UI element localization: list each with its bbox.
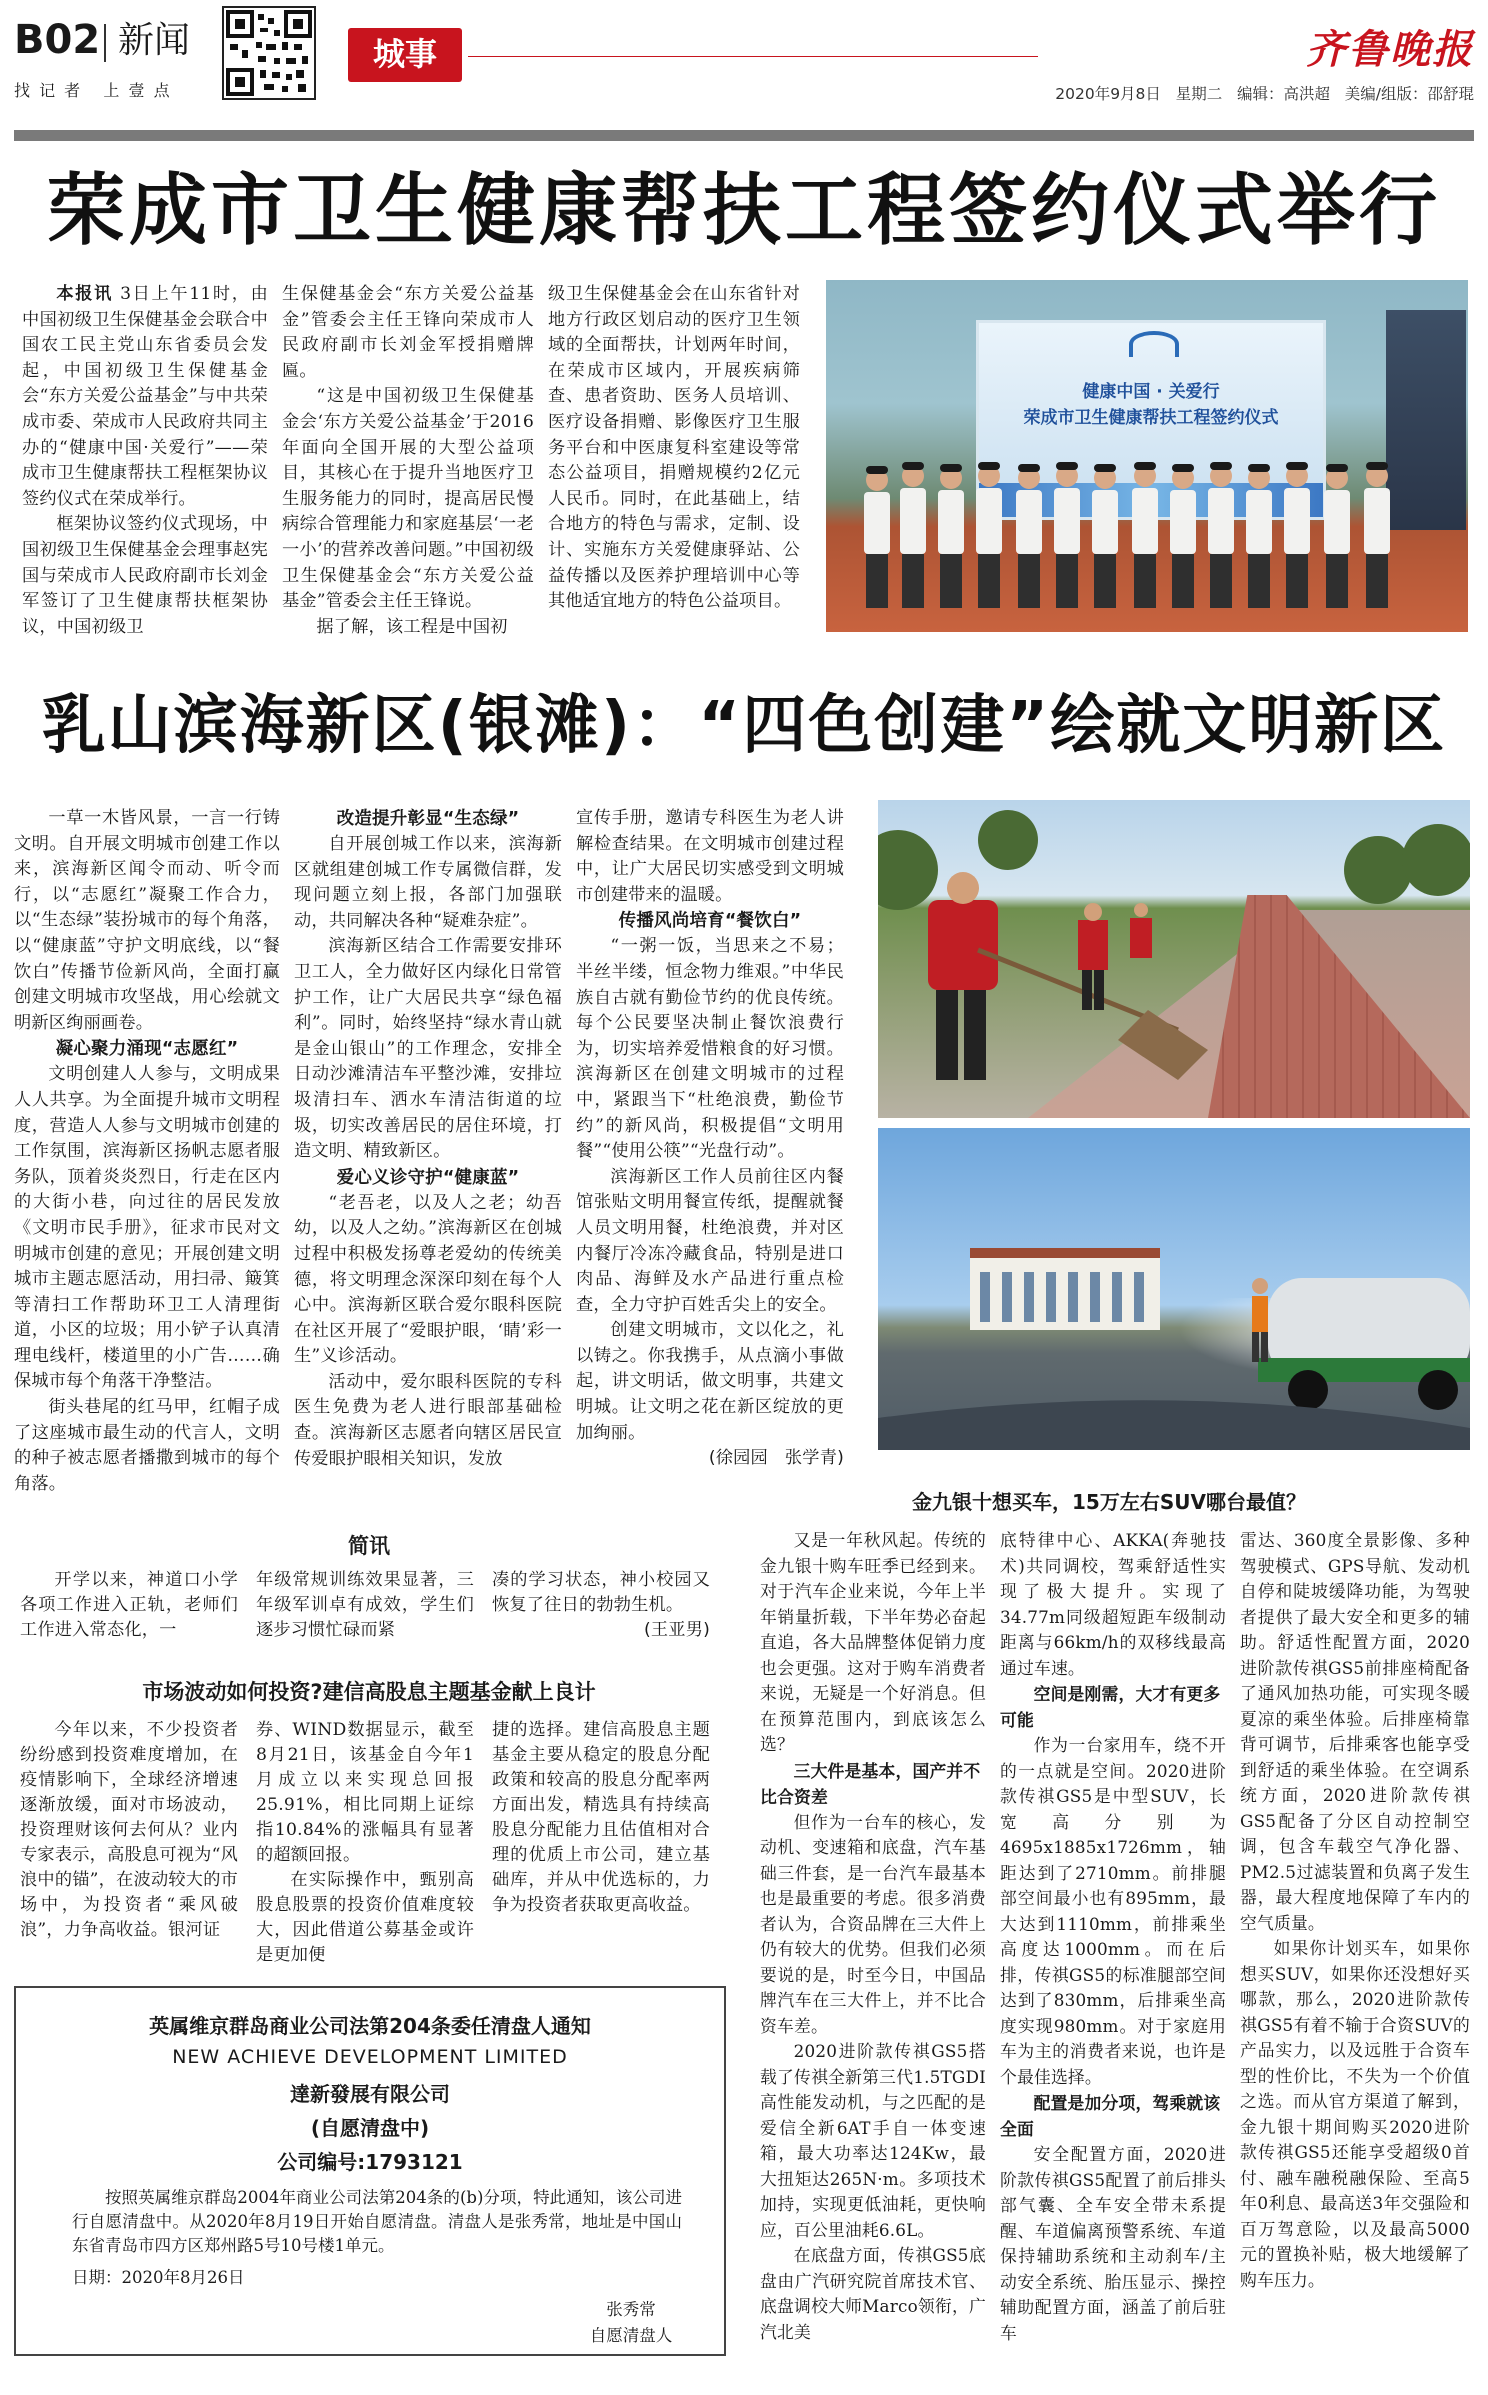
car-para: 安全配置方面，2020进阶款传祺GS5配置了前后排头部气囊、全车安全带未系提醒、车道偏离预警系统、车道保持辅助系统和主动刹车/主动安全系统、胎压显示、操控辅助配置方面，涵盖了前后驻车 [1000,2144,1226,2343]
story1-para: 生保健基金会“东方关爱公益基金”管委会主任王锋向荣成市人民政府副市长刘金军授捐赠牌匾。 [282,284,534,381]
subhead-powertrain: 三大件是基本，国产并不比合资差 [760,1760,981,1807]
ceremony-ribbon-icon [1129,331,1179,357]
subhead-ecology-green: 改造提升彰显“生态绿” [336,809,520,829]
story2-para: 创建文明城市，文以化之，礼以铸之。你我携手，从点滴小事做起，讲文明话，做文明事，共建文明城。让文明之花在新区绽放的更加绚丽。 [576,1320,844,1443]
brief-para: 年级常规训练效果显著，三年级军训卓有成效，学生们逐步习惯忙碌而紧 [256,1570,474,1640]
story2-para: 一草一木皆风景，一言一行铸文明。自开展文明城市创建工作以来，滨海新区闻令而动、听令而行，以“志愿红”凝聚工作合力，以“生态绿”装扮城市的每个角落，以“健康蓝”守护文明底线，以“餐饮白”传播节俭新风尚，全面打赢创建文明城市攻坚战，用心绘就文明新区绚丽画卷。 [14,808,280,1033]
subhead-health-blue: 爱心义诊守护“健康蓝” [336,1167,520,1188]
qr-code-icon [222,6,316,100]
page-code: B02 [14,17,101,63]
story2-col1 [14,806,280,1497]
story2-byline: (徐园园 张学青) [708,1448,844,1469]
subhead-volunteer-red: 凝心聚力涌现“志愿红” [55,1039,239,1060]
story1-lead: 本报讯 [56,284,113,304]
date-line: 2020年9月8日 星期二 编辑：高洪超 美编/组版：邵舒琨 [1055,85,1474,103]
fund-col2 [256,1718,474,1968]
car-col1 [760,1528,986,2345]
brief-title: 简讯 [348,1534,390,1558]
car-col3 [1240,1528,1470,2293]
story2-headline: 乳山滨海新区(银滩)：“四色创建”绘就文明新区 [41,689,1447,763]
story1-para: 级卫生保健基金会在山东省针对地方行政区划启动的医疗卫生领域的全面帮扶，计划两年时间，在荣成市区域内，开展疾病筛查、患者资助、医务人员培训、医疗设备捐赠、影像医疗卫生服务平台和中医康复科室建设等常态公益项目，捐赠规模约2亿元人民币。同时，在此基础上，结合地方的特色与需求，定制、设计、实施东方关爱健康驿站、公益传播以及医养护理培训中心等其他适宜地方的特色公益项目。 [548,284,800,612]
fund-title: 市场波动如何投资?建信高股息主题基金献上良计 [142,1680,596,1704]
notice-title: 英属维京群岛商业公司法第204条委任清盘人通知 [149,2014,591,2038]
slogan: 找 记 者 上 壹 点 [14,81,172,100]
brief-para: 凑的学习状态，神小校园又恢复了往日的勃勃生机。 [492,1570,710,1615]
story1-para: 框架协议签约仪式现场，中国初级卫生保健基金会理事赵宪国与荣成市人民政府副市长刘金军签订了卫生健康帮扶框架协议，中国初级卫 [22,514,268,637]
ceremony-attendees [826,430,1468,632]
car-para: 作为一台家用车，绕不开的一点就是空间。2020进阶款传祺GS5是中型SUV，长宽高分别为4695x1885x1726mm，轴距达到了2710mm。前排腿部空间最小也有895mm，最大达到1110mm，前排乘坐高度达1000mm。而在后排，传祺GS5的标准腿部空间达到了830mm，后排乘坐高度实现980mm。对于家庭用车为主的消费者来说，也许是个最佳选择。 [1000,1735,1226,2087]
car-para: 又是一年秋风起。传统的金九银十购车旺季已经到来。对于汽车企业来说，今年上半年销量折载，下半年势必奋起直追，各大品牌整体促销力度也会更强。这对于购车消费者来说，无疑是一个好消息。但在预算范围内，到底该怎么选？ [760,1530,986,1754]
banner-line2: 荣成市卫生健康帮扶工程签约仪式 [1023,408,1279,428]
car-para: 但作为一台车的核心，发动机、变速箱和底盘，汽车基础三件套，是一台汽车最基本也是最重要的考虑。很多消费者认为，合资品牌在三大件上仍有较大的优势。但我们必须要说的是，时至今日，中国品牌汽车在三大件上，并不比合资车差。 [760,1811,986,2036]
fund-col1 [20,1718,238,1943]
story2-para: 自开展创城工作以来，滨海新区就组建创城工作专属微信群，发现问题立刻上报，各部门加强联动，共同解决各种“疑难杂症”。 [294,834,562,931]
story2-para: 宣传手册，邀请专科医生为老人讲解检查结果。在文明城市创建过程中，让广大居民切实感受到文明城市创建带来的温暖。 [576,808,844,905]
notice-status: (自愿清盘中) [310,2116,430,2140]
notice-company-en: NEW ACHIEVE DEVELOPMENT LIMITED [172,2046,568,2068]
masthead-rule [14,130,1474,141]
masthead-divider [104,24,106,62]
channel-tag [348,28,462,82]
story1-col3 [548,282,800,615]
story1-col1 [22,282,268,640]
fund-col3 [492,1718,710,1918]
story1-col2 [282,282,534,640]
section-name: 新闻 [118,20,191,61]
brief-byline: (王亚男) [644,1620,710,1640]
brand-logo: 齐鲁晚报 [1306,26,1474,73]
story2-para: 活动中，爱尔眼科医院的专科医生免费为老人进行眼部基础检查。滨海新区志愿者向辖区居民宣传爱眼护眼相关知识，发放 [294,1371,562,1469]
fund-para: 今年以来，不少投资者纷纷感到投资难度增加，在疫情影响下，全球经济增速逐渐放缓，面对市场波动，投资理财该何去何从？业内专家表示，高股息可视为“风浪中的锚”，在波动较大的市场中，为投资者“乘风破浪”，力争高收益。银河证 [20,1720,238,1940]
notice-company-cn: 達新發展有限公司 [290,2082,450,2106]
subhead-dining-white: 传播风尚培育“餐饮白” [618,911,802,932]
subhead-features: 配置是加分项，驾乘就该全面 [1000,2093,1221,2139]
story1-headline: 荣成市卫生健康帮扶工程签约仪式举行 [46,166,1441,256]
notice-signer: 张秀常 [606,2300,656,2319]
liquidation-notice [14,1986,726,2356]
fund-para: 在实际操作中，甄别高股息股票的投资价值难度较大，因此借道公募基金或许是更加便 [256,1870,474,1965]
story2-para: 街头巷尾的红马甲，红帽子成了这座城市最生动的代言人，文明的种子被志愿者播撒到城市的每个角落。 [14,1397,280,1494]
channel-rule [468,56,1038,57]
car-title: 金九银十想买车，15万左右SUV哪台最值？ [912,1490,1306,1514]
brief-col2 [256,1568,474,1643]
brief-col1 [20,1568,238,1643]
sprinkler-photo [878,1128,1470,1450]
story2-para: “老吾老，以及人之老；幼吾幼，以及人之幼。”滨海新区在创城过程中积极发扬尊老爱幼的传统美德，将文明理念深深印刻在每个人心中。滨海新区联合爱尔眼科医院在社区开展了“爱眼护眼，‘睛’彩一生”义诊活动。 [294,1192,562,1367]
ceremony-photo [826,280,1468,632]
car-para: 如果你计划买车，如果你想买SUV，如果你还没想好买哪款，那么，2020进阶款传祺GS5有着不输于合资SUV的产品实力，以及远胜于合资车型的性价比，不失为一个价值之选。而从官方渠道了解到，金九银十期间购买2020进阶款传祺GS5还能享受超级0首付、融车融税融保险、至高5年0利息、最高送3年交强险和百万驾意险，以及最高5000元的置换补贴，极大地缓解了购车压力。 [1240,1938,1470,2290]
story1-para: “这是中国初级卫生保健基金会‘东方关爱公益基金’于2016年面向全国开展的大型公益项目，其核心在于提升当地医疗卫生服务能力的同时，提高居民慢病综合管理能力和家庭基层‘一老一小’的营养改善问题。”中国初级卫生保健基金会“东方关爱公益基金”管委会主任王锋说。 [282,386,534,612]
story2-col2 [294,806,562,1472]
fund-para: 捷的选择。建信高股息主题基金主要从稳定的股息分配政策和较高的股息分配率两方面出发，精选具有持续高股息分配能力且估值相对合理的优质上市公司，建立基础库，并从中优选标的，力争为投资者获取更高收益。 [492,1720,710,1915]
story2-para: “一粥一饭，当思来之不易；半丝半缕，恒念物力维艰。”中华民族自古就有勤俭节约的优良传统。每个公民要坚决制止餐饮浪费行为，切实培养爱惜粮食的好习惯。滨海新区在创建文明城市的过程中，紧跟当下“杜绝浪费，勤俭节约”的新风尚，积极提倡“文明用餐”“使用公筷”“光盘行动”。 [576,936,844,1162]
story2-para: 滨海新区结合工作需要安排环卫工人，全力做好区内绿化日常管护工作，让广大居民共享“绿色福利”。同时，始终坚持“绿水青山就是金山银山”的工作理念，安排全日动沙滩清洁车平整沙滩，安排垃圾清扫车、洒水车清洁街道的垃圾，切实改善居民的居住环境，打造文明、精致新区。 [294,936,562,1162]
sprinkler-truck [878,1128,1470,1450]
notice-signer-role: 自愿清盘人 [589,2326,673,2345]
notice-company-number: 公司编号:1793121 [277,2150,463,2174]
car-para: 2020进阶款传祺GS5搭载了传祺全新第三代1.5TGDI高性能发动机，与之匹配的是爱信全新6AT手自一体变速箱，最大功率达124Kw，最大扭矩达265N·m。多项技术加持，实现更低油耗，更快响应，百公里油耗6.6L。 [760,2041,986,2240]
sweeping-workers [878,800,1470,1118]
story1-para: 本报讯 3日上午11时，由中国初级卫生保健基金会联合中国农工民主党山东省委员会发起，中国初级卫生保健基金会“东方关爱公益基金”与中共荣成市委、荣成市人民政府共同主办的“健康中国·关爱行”——荣成市卫生健康帮扶工程框架协议签约仪式在荣成举行。 [22,284,268,509]
car-col2 [1000,1528,1226,2346]
fund-para: 券、WIND数据显示，截至8月21日，该基金自今年1月成立以来实现总回报25.91%，相比同期上证综指10.84%的涨幅具有显著的超额回报。 [256,1720,474,1865]
brief-col3 [492,1568,710,1643]
sweeping-photo [878,800,1470,1118]
car-para: 底特律中心、AKKA(奔驰技术)共同调校，驾乘舒适性实现了极大提升。实现了34.77m同级超短距车级制动距离与66km/h的双移线最高通过车速。 [1000,1530,1226,1678]
subhead-space: 空间是刚需，大才有更多可能 [1000,1684,1221,1730]
brief-para: 开学以来，神道口小学各项工作进入正轨，老师们工作进入常态化，一 [20,1570,238,1640]
story2-col3 [576,806,844,1472]
story2-para: 滨海新区工作人员前往区内餐馆张贴文明用餐宣传纸，提醒就餐人员文明用餐，杜绝浪费，并对区内餐厅冷冻冷藏食品，特别是进口肉品、海鲜及水产品进行重点检查，全力守护百姓舌尖上的安全。 [576,1166,844,1315]
car-para: 在底盘方面，传祺GS5底盘由广汽研究院首席技术官、底盘调校大师Marco领衔，广汽北美 [760,2245,986,2342]
banner-line1: 健康中国 · 关爱行 [1082,382,1220,402]
story1-para: 据了解，该工程是中国初 [316,616,508,637]
channel-label: 城事 [372,35,437,73]
notice-body: 按照英属维京群岛2004年商业公司法第204条的(b)分项，特此通知，该公司进行自愿清盘中。从2020年8月19日开始自愿清盘。清盘人是张秀常，地址是中国山东省青岛市四方区郑州路5号10号楼1单元。 [72,2188,682,2255]
notice-date: 日期：2020年8月26日 [72,2268,245,2287]
story2-para: 文明创建人人参与，文明成果人人共享。为全面提升城市文明程度，营造人人参与文明城市创建的工作氛围，滨海新区扬帆志愿者服务队，顶着炎炎烈日，行走在区内的大街小巷，向过往的居民发放《文明市民手册》，征求市民对文明城市创建的意见；开展创建文明城市主题志愿活动，用扫帚、簸箕等清扫工作帮助环卫工人清理街道，小区的垃圾；用小铲子认真清理电线杆，楼道里的小广告……确保城市每个角落干净整洁。 [14,1064,280,1392]
car-para: 雷达、360度全景影像、多种驾驶模式、GPS导航、发动机自停和陡坡缓降功能，为驾驶者提供了最大安全和更多的辅助。舒适性配置方面，2020进阶款传祺GS5前排座椅配备了通风加热功能，可实现冬暖夏凉的乘坐体验。后排座椅靠背可调节，后排乘客也能享受到舒适的乘坐体验。在空调系统方面，2020进阶款传祺GS5配备了分区自动控制空调，包含车载空气净化器、PM2.5过滤装置和负离子发生器，最大程度地保障了车内的空气质量。 [1240,1530,1470,1933]
